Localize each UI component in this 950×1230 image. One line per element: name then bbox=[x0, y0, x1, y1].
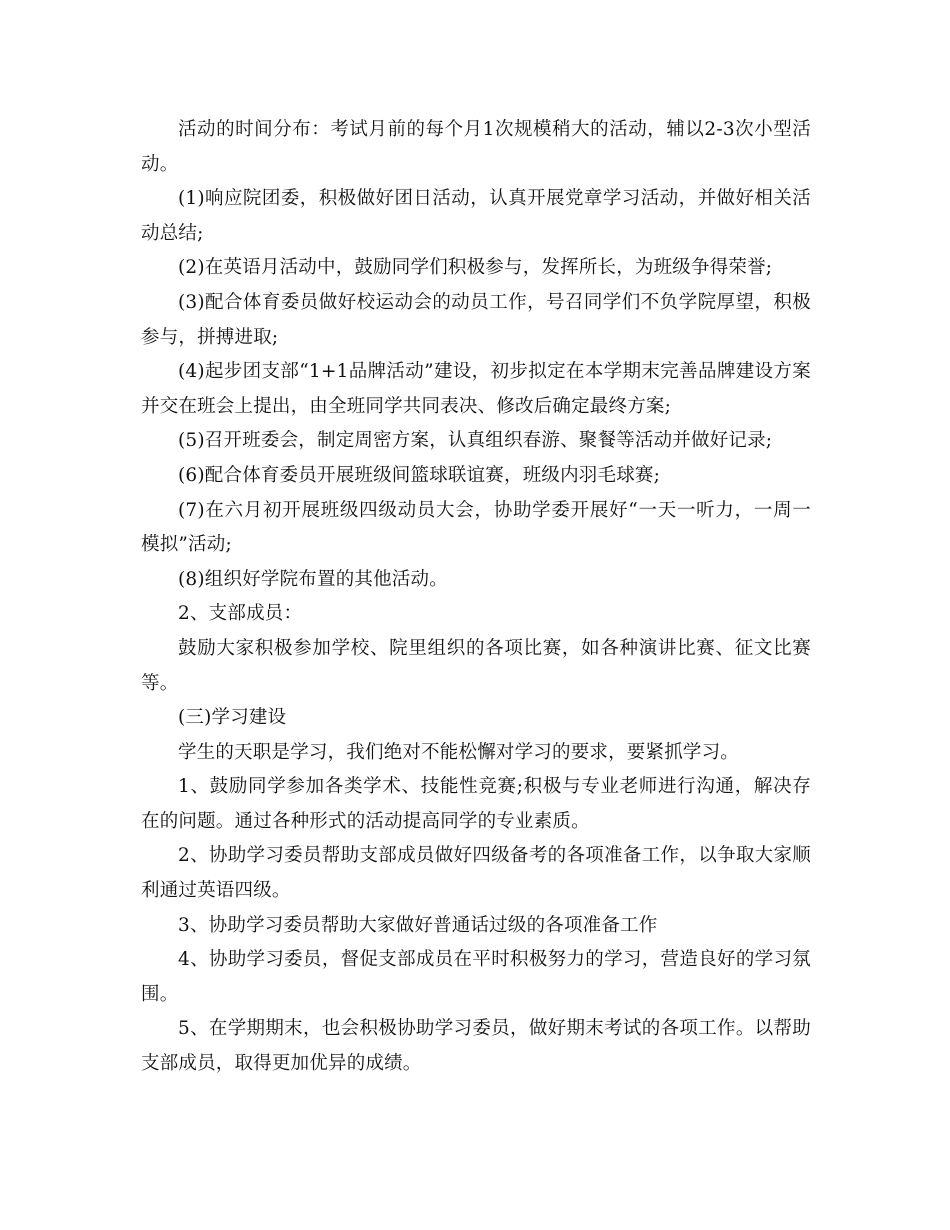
paragraph-item-2: (2)在英语月活动中，鼓励同学们积极参与，发挥所长，为班级争得荣誉; bbox=[178, 257, 773, 279]
section-heading-members: 2、支部成员： bbox=[178, 603, 303, 625]
paragraph-study-intro: 学生的天职是学习，我们绝对不能松懈对学习的要求，要紧抓学习。 bbox=[178, 741, 740, 763]
paragraph-item-8: (8)组织好学院布置的其他活动。 bbox=[178, 568, 448, 590]
paragraph-study-1: 1、鼓励同学参加各类学术、技能性竞赛;积极与专业老师进行沟通，解决存在的问题。通过各种形式的活动提高同学的专业素质。 bbox=[141, 776, 811, 832]
paragraph-study-4: 4、协助学习委员，督促支部成员在平时积极努力的学习，营造良好的学习氛围。 bbox=[141, 949, 811, 1005]
paragraph-item-1: (1)响应院团委，积极做好团日活动，认真开展党章学习活动，并做好相关活动总结; bbox=[141, 188, 811, 244]
paragraph-item-4: (4)起步团支部“1+1品牌活动”建设，初步拟定在本学期末完善品牌建设方案并交在班会上提出，由全班同学共同表决、修改后确定最终方案; bbox=[141, 361, 811, 417]
paragraph-members-competitions: 鼓励大家积极参加学校、院里组织的各项比赛，如各种演讲比赛、征文比赛等。 bbox=[141, 637, 811, 694]
paragraph-time-distribution: 活动的时间分布：考试月前的每个月1次规模稍大的活动，辅以2-3次小型活动。 bbox=[141, 119, 811, 175]
paragraph-study-3: 3、协助学习委员帮助大家做好普通话过级的各项准备工作 bbox=[178, 914, 658, 936]
paragraph-item-3: (3)配合体育委员做好校运动会的动员工作，号召同学们不负学院厚望，积极参与，拼搏进取; bbox=[141, 291, 811, 348]
paragraph-item-7: (7)在六月初开展班级四级动员大会，协助学委开展好“一天一听力，一周一模拟”活动; bbox=[141, 499, 811, 556]
paragraph-study-2: 2、协助学习委员帮助支部成员做好四级备考的各项准备工作，以争取大家顺利通过英语四级。 bbox=[141, 845, 811, 902]
document-body bbox=[141, 113, 811, 1082]
paragraph-item-5: (5)召开班委会，制定周密方案，认真组织春游、聚餐等活动并做好记录; bbox=[178, 430, 773, 452]
paragraph-item-6: (6)配合体育委员开展班级间篮球联谊赛，班级内羽毛球赛; bbox=[178, 464, 661, 486]
section-heading-study: (三)学习建设 bbox=[178, 707, 287, 729]
paragraph-study-5: 5、在学期期末，也会积极协助学习委员，做好期末考试的各项工作。以帮助支部成员，取得更加优异的成绩。 bbox=[141, 1018, 811, 1075]
